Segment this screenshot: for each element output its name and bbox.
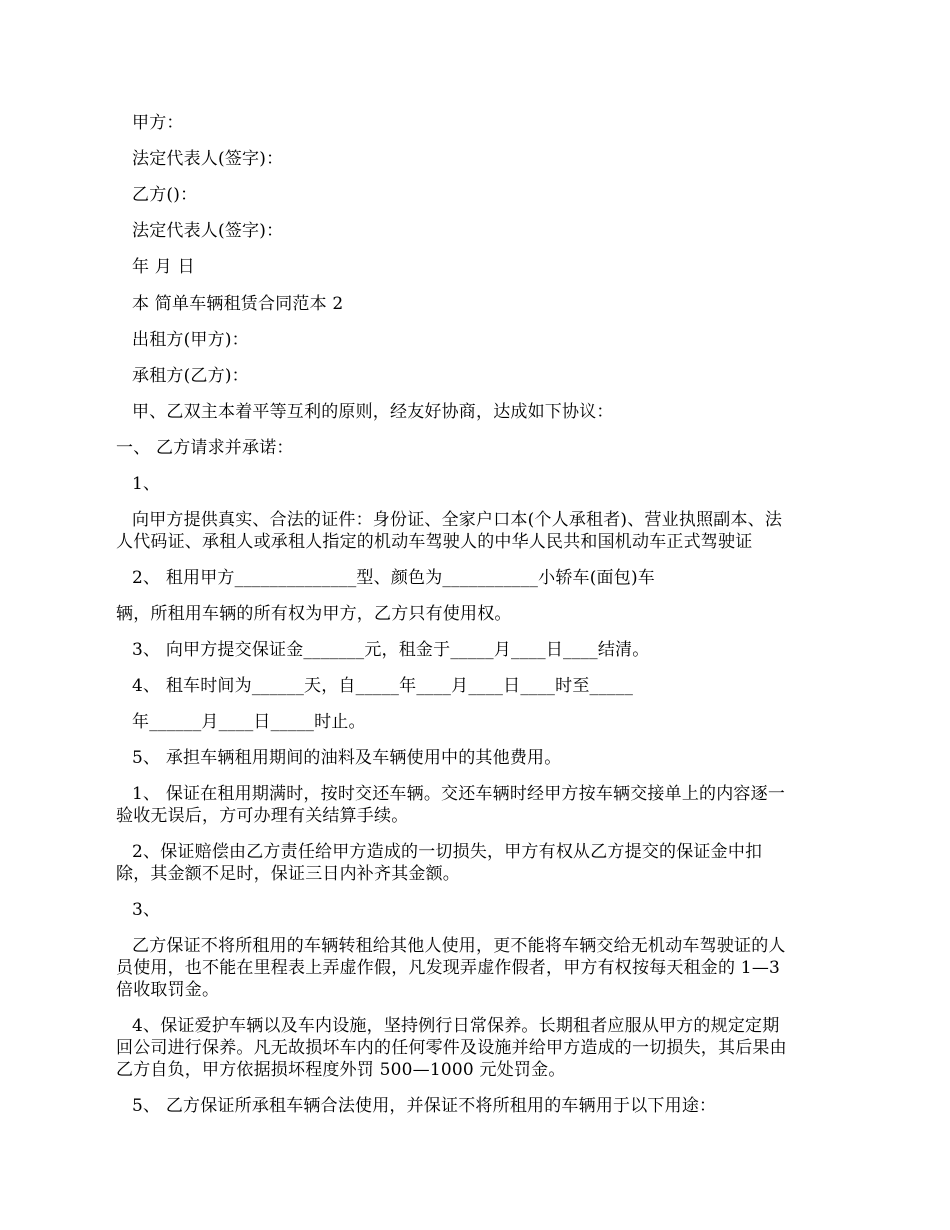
paragraph-line: 乙方保证不将所租用的车辆转租给其他人使用，更不能将车辆交给无机动车驾驶证的人 — [132, 936, 786, 956]
clause-line: 5、 承担车辆租用期间的油料及车辆使用中的其他费用。 — [132, 748, 562, 768]
paragraph-line: 年______月____日_____时止。 — [132, 712, 366, 732]
paragraph-line: 乙方自负，甲方依据损坏程度外罚 500—1000 元处罚金。 — [116, 1060, 566, 1080]
legal-rep-signature-line: 法定代表人(签字)： — [132, 221, 284, 241]
paragraph-line: 1、 保证在租用期满时，按时交还车辆。交还车辆时经甲方按车辆交接单上的内容逐一 — [132, 784, 786, 804]
lessee-line: 承租方(乙方)： — [132, 366, 249, 386]
paragraph-line: 倍收取罚金。 — [116, 980, 220, 1000]
party-a-line: 甲方： — [132, 113, 184, 133]
date-line: 年 月 日 — [132, 257, 195, 277]
paragraph-line: 向甲方提供真实、合法的证件：身份证、全家户口本(个人承租者)、营业执照副本、法 — [132, 510, 783, 530]
section-heading: 一、 乙方请求并承诺： — [116, 438, 294, 458]
clause-number: 1、 — [132, 474, 161, 494]
paragraph-line: 员使用，也不能在里程表上弄虚作假，凡发现弄虚作假者，甲方有权按每天租金的 1—3 — [116, 958, 781, 978]
legal-rep-signature-line: 法定代表人(签字)： — [132, 149, 284, 169]
party-b-line: 乙方()： — [132, 185, 198, 205]
lessor-line: 出租方(甲方)： — [132, 330, 249, 350]
clause-line: 4、 租车时间为______天，自_____年____月____日____时至_____ — [132, 676, 634, 696]
paragraph-line: 2、保证赔偿由乙方责任给甲方造成的一切损失，甲方有权从乙方提交的保证金中扣 — [132, 842, 763, 862]
clause-line: 5、 乙方保证所承租车辆合法使用，并保证不将所租用的车辆用于以下用途： — [132, 1096, 717, 1116]
paragraph-line: 4、保证爱护车辆以及车内设施，坚持例行日常保养。长期租者应服从甲方的规定定期 — [132, 1016, 780, 1036]
paragraph-line: 验收无误后，方可办理有关结算手续。 — [116, 806, 409, 826]
preamble: 甲、乙双主本着平等互利的原则，经友好协商，达成如下协议： — [132, 402, 614, 422]
clause-number: 3、 — [132, 900, 161, 920]
clause-line: 3、 向甲方提交保证金_______元，租金于_____月____日____结清。 — [132, 640, 650, 660]
clause-line: 2、 租用甲方______________型、颜色为___________小轿车(面包)车 — [132, 568, 655, 588]
contract-title: 本 简单车辆租赁合同范本 2 — [132, 294, 344, 314]
paragraph-line: 人代码证、承租人或承租人指定的机动车驾驶人的中华人民共和国机动车正式驾驶证 — [116, 532, 753, 552]
paragraph-line: 辆，所租用车辆的所有权为甲方，乙方只有使用权。 — [116, 604, 512, 624]
paragraph-line: 回公司进行保养。凡无故损坏车内的任何零件及设施并给甲方造成的一切损失，其后果由 — [116, 1038, 787, 1058]
paragraph-line: 除，其金额不足时，保证三日内补齐其金额。 — [116, 864, 460, 884]
